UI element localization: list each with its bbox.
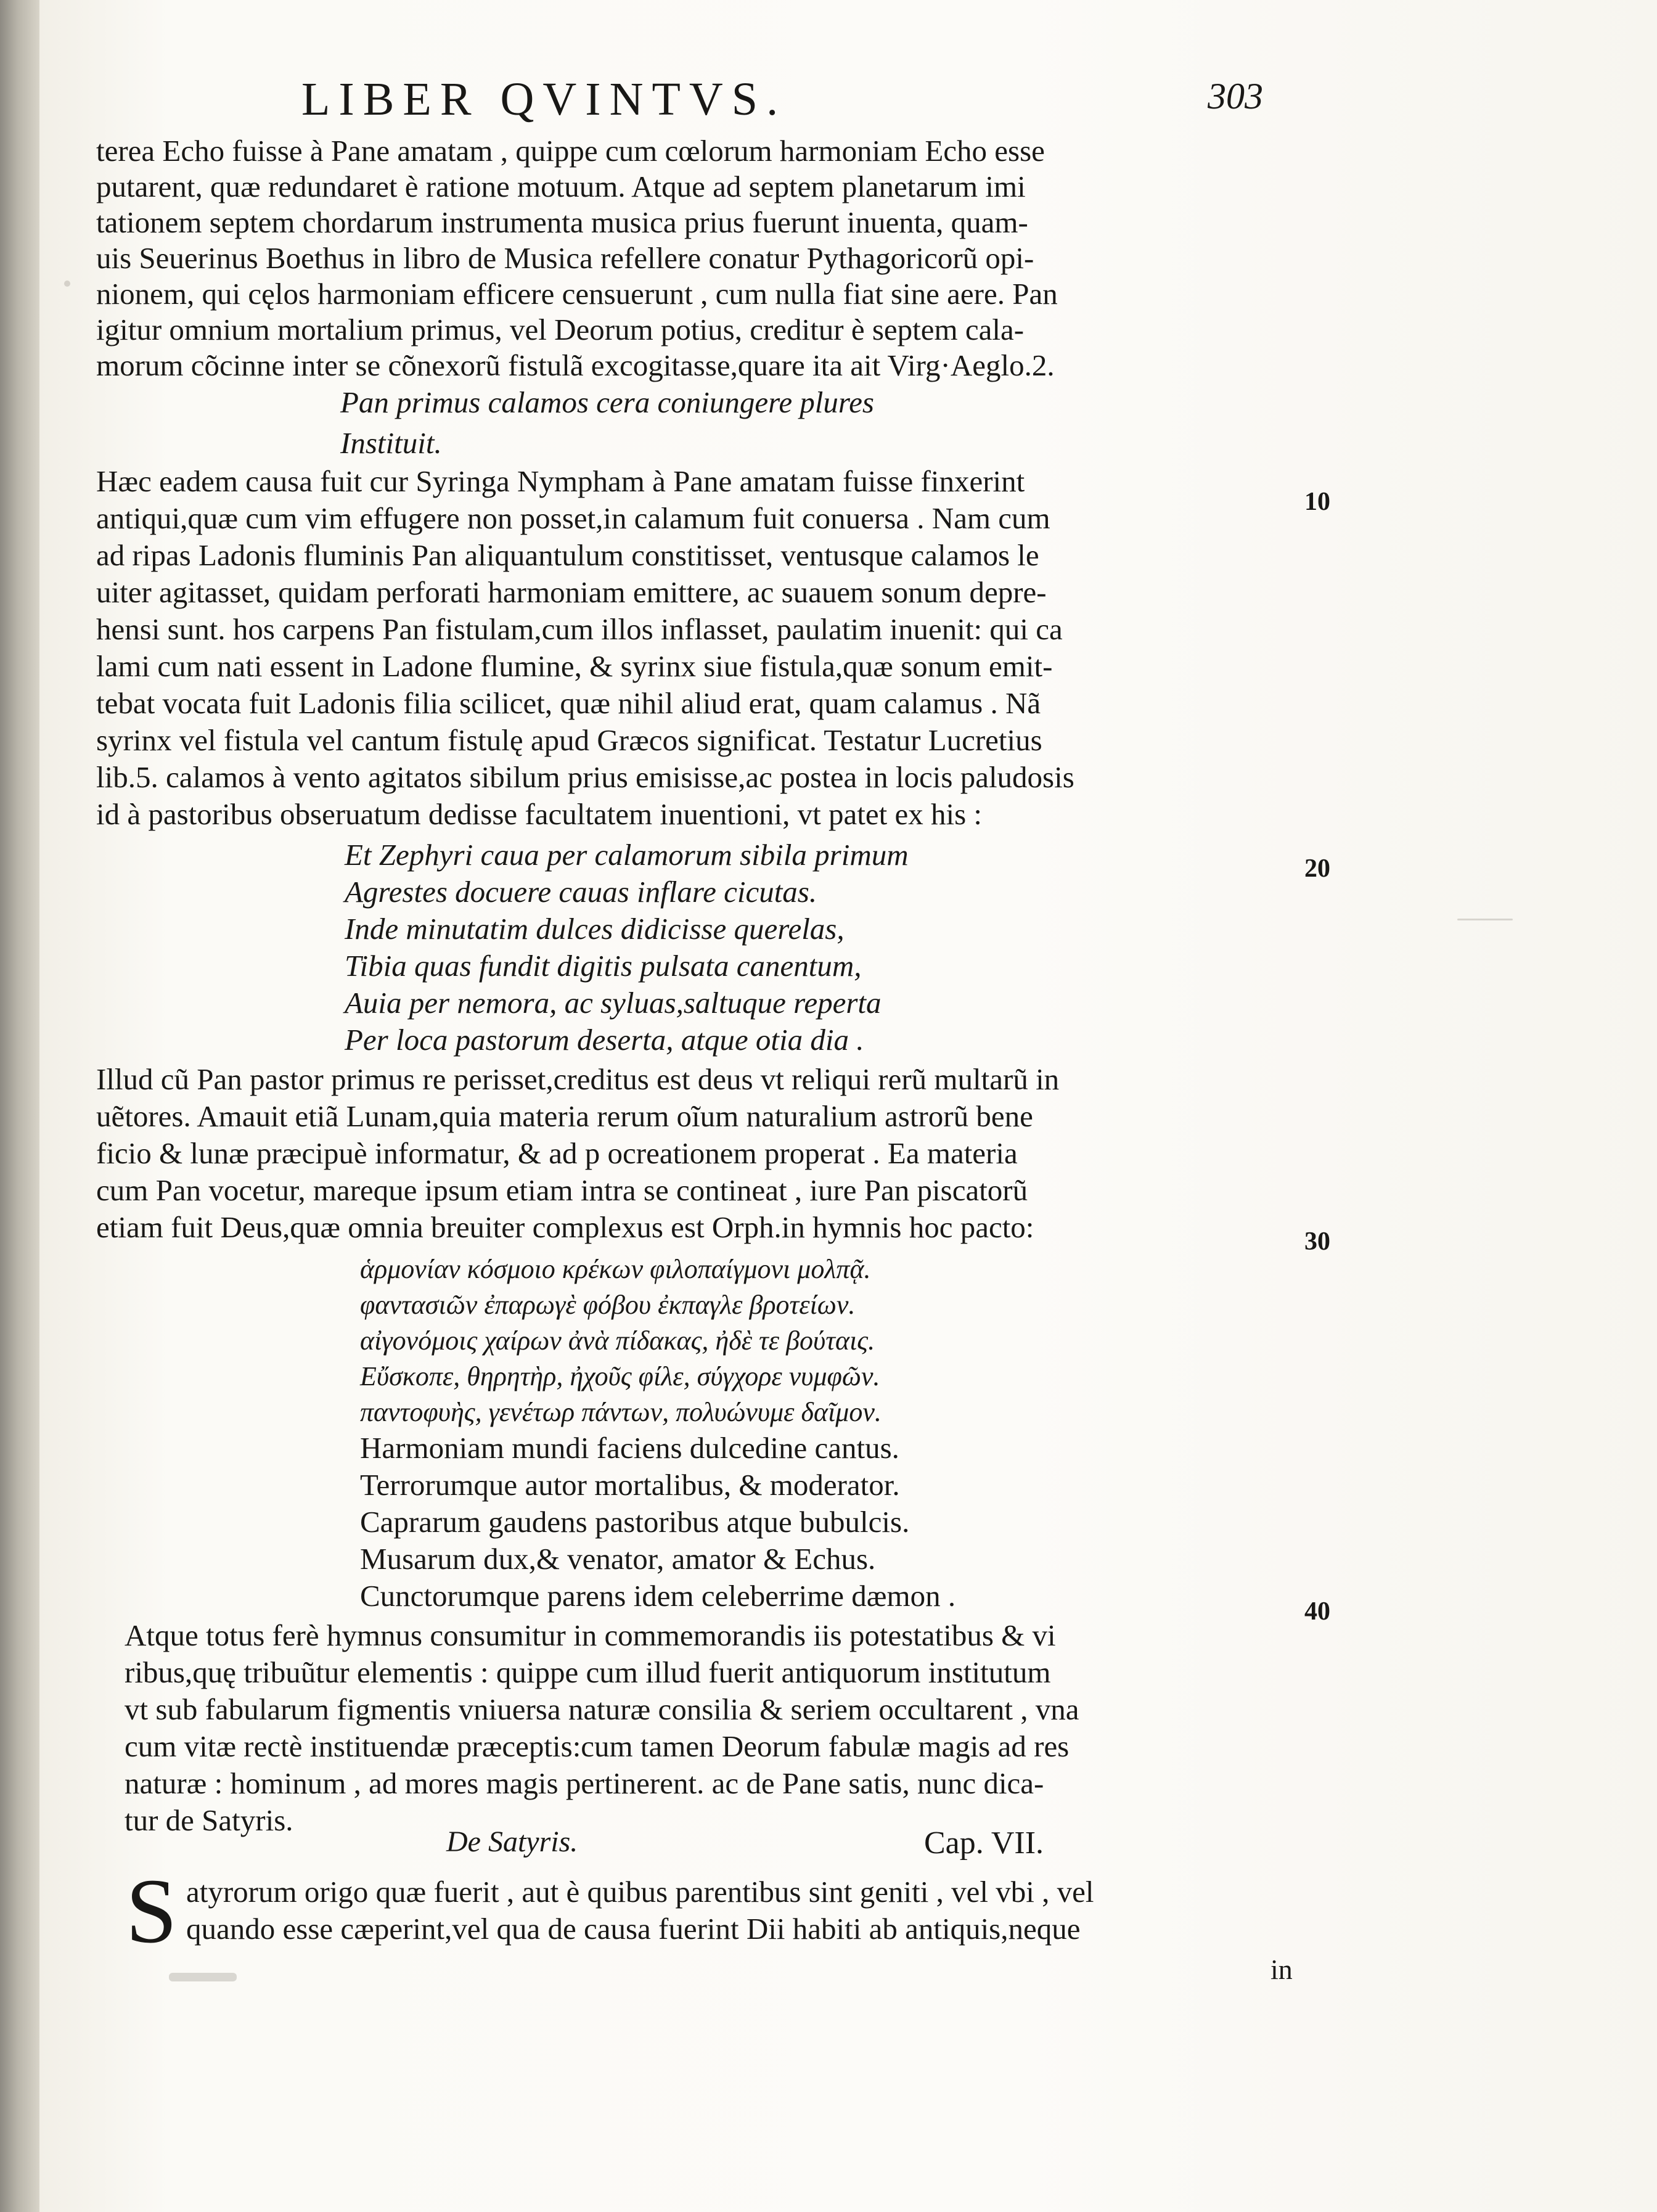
text-line: morum cõcinne inter se cõnexorũ fistulã excogitasse,quare ita ait Virg·Aeglo.2. bbox=[96, 348, 1055, 382]
text-line: quando esse cæperint,vel qua de causa fuerint Dii habiti ab antiquis,neque bbox=[186, 1912, 1081, 1946]
text-line: ad ripas Ladonis fluminis Pan aliquantulum constitisset, ventusque calamos le bbox=[96, 538, 1039, 572]
text-line: lib.5. calamos à vento agitatos sibilum prius emisisse,ac postea in locis paludosis bbox=[96, 760, 1074, 794]
text-line: tur de Satyris. bbox=[125, 1803, 293, 1837]
running-title: LIBER QVINTVS. bbox=[301, 73, 787, 125]
greek-verse-line: αἰγονόμοις χαίρων ἀνὰ πίδακας, ἠδὲ τε βούταις. bbox=[360, 1325, 875, 1356]
greek-verse-line: παντοφυὴς, γενέτωρ πάντων, πολυώνυμε δαῖμον. bbox=[360, 1397, 882, 1427]
margin-line-number: 40 bbox=[1304, 1597, 1330, 1626]
text-line: ficio & lunæ præcipuè informatur, & ad p ocreationem properat . Ea materia bbox=[96, 1136, 1018, 1170]
text-line: vt sub fabularum figmentis vniuersa naturæ consilia & seriem occultarent , vna bbox=[125, 1692, 1079, 1726]
verse-line: Caprarum gaudens pastoribus atque bubulcis. bbox=[360, 1505, 910, 1539]
verse-line: Cunctorumque parens idem celeberrime dæmon . bbox=[360, 1579, 956, 1613]
verse-line: Harmoniam mundi faciens dulcedine cantus. bbox=[360, 1431, 899, 1465]
text-line: tationem septem chordarum instrumenta musica prius fuerunt inuenta, quam- bbox=[96, 205, 1028, 239]
paper-mark bbox=[1457, 919, 1513, 920]
verse-line: Per loca pastorum deserta, atque otia dia . bbox=[345, 1023, 864, 1057]
margin-line-number: 30 bbox=[1304, 1227, 1330, 1256]
verse-line: Pan primus calamos cera coniungere plures bbox=[340, 385, 874, 419]
greek-verse-line: ἁρμονίαν κόσμοιο κρέκων φιλοπαίγμονι μολπᾷ. bbox=[360, 1254, 871, 1284]
chapter-title: De Satyris. bbox=[446, 1825, 578, 1858]
text-line: lami cum nati essent in Ladone flumine, & syrinx siue fistula,quæ sonum emit- bbox=[96, 649, 1053, 683]
greek-verse-line: Εὔσκοπε, θηρητὴρ, ἠχοῦς φίλε, σύγχορε νυμφῶν. bbox=[360, 1361, 880, 1391]
text-line: naturæ : hominum , ad mores magis pertinerent. ac de Pane satis, nunc dica- bbox=[125, 1766, 1044, 1800]
text-line: etiam fuit Deus,quæ omnia breuiter complexus est Orph.in hymnis hoc pacto: bbox=[96, 1210, 1034, 1244]
verse-line: Agrestes docuere cauas inflare cicutas. bbox=[345, 875, 817, 909]
verse-line: Et Zephyri caua per calamorum sibila primum bbox=[345, 838, 909, 872]
text-line: atyrorum origo quæ fuerit , aut è quibus parentibus sint geniti , vel vbi , vel bbox=[186, 1875, 1094, 1909]
verse-line: Terrorumque autor mortalibus, & moderator. bbox=[360, 1468, 900, 1502]
margin-line-number: 10 bbox=[1304, 488, 1330, 516]
text-line: antiqui,quæ cum vim effugere non posset,in calamum fuit conuersa . Nam cum bbox=[96, 501, 1050, 535]
text-line: igitur omnium mortalium primus, vel Deorum potius, creditur è septem cala- bbox=[96, 313, 1025, 346]
paper-speck bbox=[64, 281, 70, 287]
verse-line: Tibia quas fundit digitis pulsata canentum, bbox=[345, 949, 862, 983]
text-line: putarent, quæ redundaret è ratione motuum. Atque ad septem planetarum imi bbox=[96, 170, 1026, 203]
verse-line: Auia per nemora, ac syluas,saltuque reperta bbox=[345, 986, 882, 1020]
text-line: nionem, qui cęlos harmoniam efficere censuerunt , cum nulla fiat sine aere. Pan bbox=[96, 277, 1058, 311]
catchword: in bbox=[1270, 1954, 1293, 1985]
text-line: uiter agitasset, quidam perforati harmoniam emittere, ac suauem sonum depre- bbox=[96, 575, 1047, 609]
text-line: cum Pan vocetur, mareque ipsum etiam intra se contineat , iure Pan piscatorũ bbox=[96, 1173, 1028, 1207]
page-text bbox=[39, 0, 1657, 2212]
text-line: Illud cũ Pan pastor primus re perisset,creditus est deus vt reliqui rerũ multarũ in bbox=[96, 1062, 1060, 1096]
book-gutter bbox=[0, 0, 39, 2212]
text-line: syrinx vel fistula vel cantum fistulę apud Græcos significat. Testatur Lucretius bbox=[96, 723, 1042, 757]
text-line: ribus,quę tribuũtur elementis : quippe cum illud fuerit antiquorum institutum bbox=[125, 1655, 1051, 1689]
paper-mark bbox=[169, 1973, 237, 1981]
drop-cap: S bbox=[126, 1860, 178, 1962]
folio-number: 303 bbox=[1208, 76, 1263, 117]
verse-line: Inde minutatim dulces didicisse querelas, bbox=[345, 912, 845, 946]
verse-line: Instituit. bbox=[340, 426, 442, 460]
text-line: terea Echo fuisse à Pane amatam , quippe cum cœlorum harmoniam Echo esse bbox=[96, 134, 1045, 168]
greek-verse-line: φαντασιῶν ἐπαρωγὲ φόβου ἐκπαγλε βροτείων. bbox=[360, 1290, 856, 1320]
margin-line-number: 20 bbox=[1304, 854, 1330, 883]
chapter-number: Cap. VII. bbox=[924, 1825, 1044, 1861]
text-line: id à pastoribus obseruatum dedisse facultatem inuentioni, vt patet ex his : bbox=[96, 797, 983, 831]
text-line: Atque totus ferè hymnus consumitur in commemorandis iis potestatibus & vi bbox=[125, 1618, 1056, 1652]
text-line: hensi sunt. hos carpens Pan fistulam,cum illos inflasset, paulatim inuenit: qui ca bbox=[96, 612, 1063, 646]
text-line: cum vitæ rectè instituendæ præceptis:cum tamen Deorum fabulæ magis ad res bbox=[125, 1729, 1070, 1763]
text-line: tebat vocata fuit Ladonis filia scilicet, quæ nihil aliud erat, quam calamus . Nã bbox=[96, 686, 1041, 720]
text-line: uẽtores. Amauit etiã Lunam,quia materia rerum oĩum naturalium astrorũ bene bbox=[96, 1099, 1033, 1133]
verse-line: Musarum dux,& venator, amator & Echus. bbox=[360, 1542, 876, 1576]
text-line: uis Seuerinus Boethus in libro de Musica refellere conatur Pythagoricorũ opi- bbox=[96, 241, 1034, 275]
text-line: Hæc eadem causa fuit cur Syringa Nympham à Pane amatam fuisse finxerint bbox=[96, 464, 1025, 498]
book-page bbox=[39, 0, 1657, 2212]
